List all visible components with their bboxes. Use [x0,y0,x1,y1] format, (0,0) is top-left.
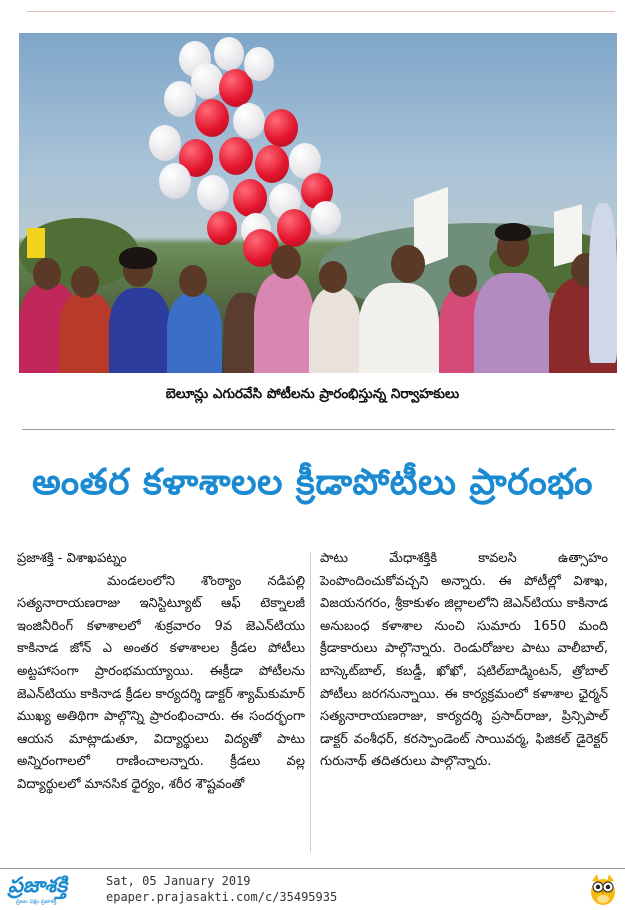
top-divider [27,11,615,12]
prajasakti-logo[interactable]: ప్రజాశక్తి [8,873,68,897]
footer-divider [0,868,625,869]
section-divider [22,429,615,430]
article-text-left: మండలంలోని శొంఠ్యాం నడిపల్లి సత్యనారాయణరాజు ఇనిస్టిట్యూట్ ఆఫ్ టెక్నాలజీ ఇంజినీరింగ్ కళాశాలలో శుక్రవారం 9వ జెఎన్‌టియు కాకినాడ జోన్ ఎ అంతర కళాశాలల క్రీడల పోటీలు అట్టహాసంగా ప్రారంభమయ్యాయి. ఈక్రీడా పోటీలను జెఎన్‌టియు కాకినాడ క్రీడల కార్యదర్శి డాక్టర్ శ్యామ్‌కుమార్ ముఖ్య అతిథిగా పాల్గొన్ని ప్రారంభించారు. ఈ సందర్భంగా ఆయన మాట్లాడుతూ, విద్యార్థులు విద్యతో పాటు అన్నిరంగాలలో రాణించాలన్నారు. క్రీడలు వల్ల విద్యార్థులలో మానసిక ధైర్యం, శరీర శౌష్టవంతో [17,573,305,792]
article-text-right: పాటు మేధాశక్తికి కావలసి ఉత్సాహం పెంపొందించుకోవచ్చని అన్నారు. ఈ పోటీల్లో విశాఖ, విజయనగరం, శ్రీకాకుళం జిల్లాలలోని జెఎన్‌టియు కాకినాడ అనుబంధ కళాశాల నుంచి సుమారు 1650 మంది క్రీడాకారులు పాల్గొన్నారు. రెండురోజుల పాటు వాలీబాల్, బాస్కెట్‌బాల్, కబడ్డీ, ఖోఖో, షటిల్‌బాడ్మింటన్, త్రోబాల్ పోటీలు జరగనున్నాయి. ఈ కార్యక్రమంలో కళాశాల ఛైర్మన్ సత్యనారాయణరాజు, కార్యదర్శి ప్రసాద్‌రాజు, ప్రిన్సిపాల్ డాక్టర్ వంశీధర్, కరస్పాండెంట్ సాయివర్మ, ఫిజికల్ డైరెక్టర్ గురునాథ్ తదితరులు పాల్గొన్నారు. [320,551,608,770]
article-headline: అంతర కళాశాలల క్రీడాపోటీలు ప్రారంభం [32,462,593,503]
article-column-left [17,548,305,797]
column-divider [310,552,311,852]
news-photo [19,33,617,373]
logo-tagline: ప్రజల పక్షం ప్రజాశక్తి [16,899,57,905]
article-byline: ప్రజాశక్తి - విశాఖపట్నం [17,551,127,566]
article-column-right [320,548,608,774]
flag-shape [27,228,45,258]
edition-date: Sat, 05 January 2019 [106,874,251,888]
photo-caption: బెలూన్లు ఎగురవేసి పోటీలను ప్రారంభిస్తున్న నిర్వాహకులు [165,386,460,402]
owl-icon [588,872,618,906]
epaper-link[interactable]: epaper.prajasakti.com/c/35495935 [106,890,338,904]
